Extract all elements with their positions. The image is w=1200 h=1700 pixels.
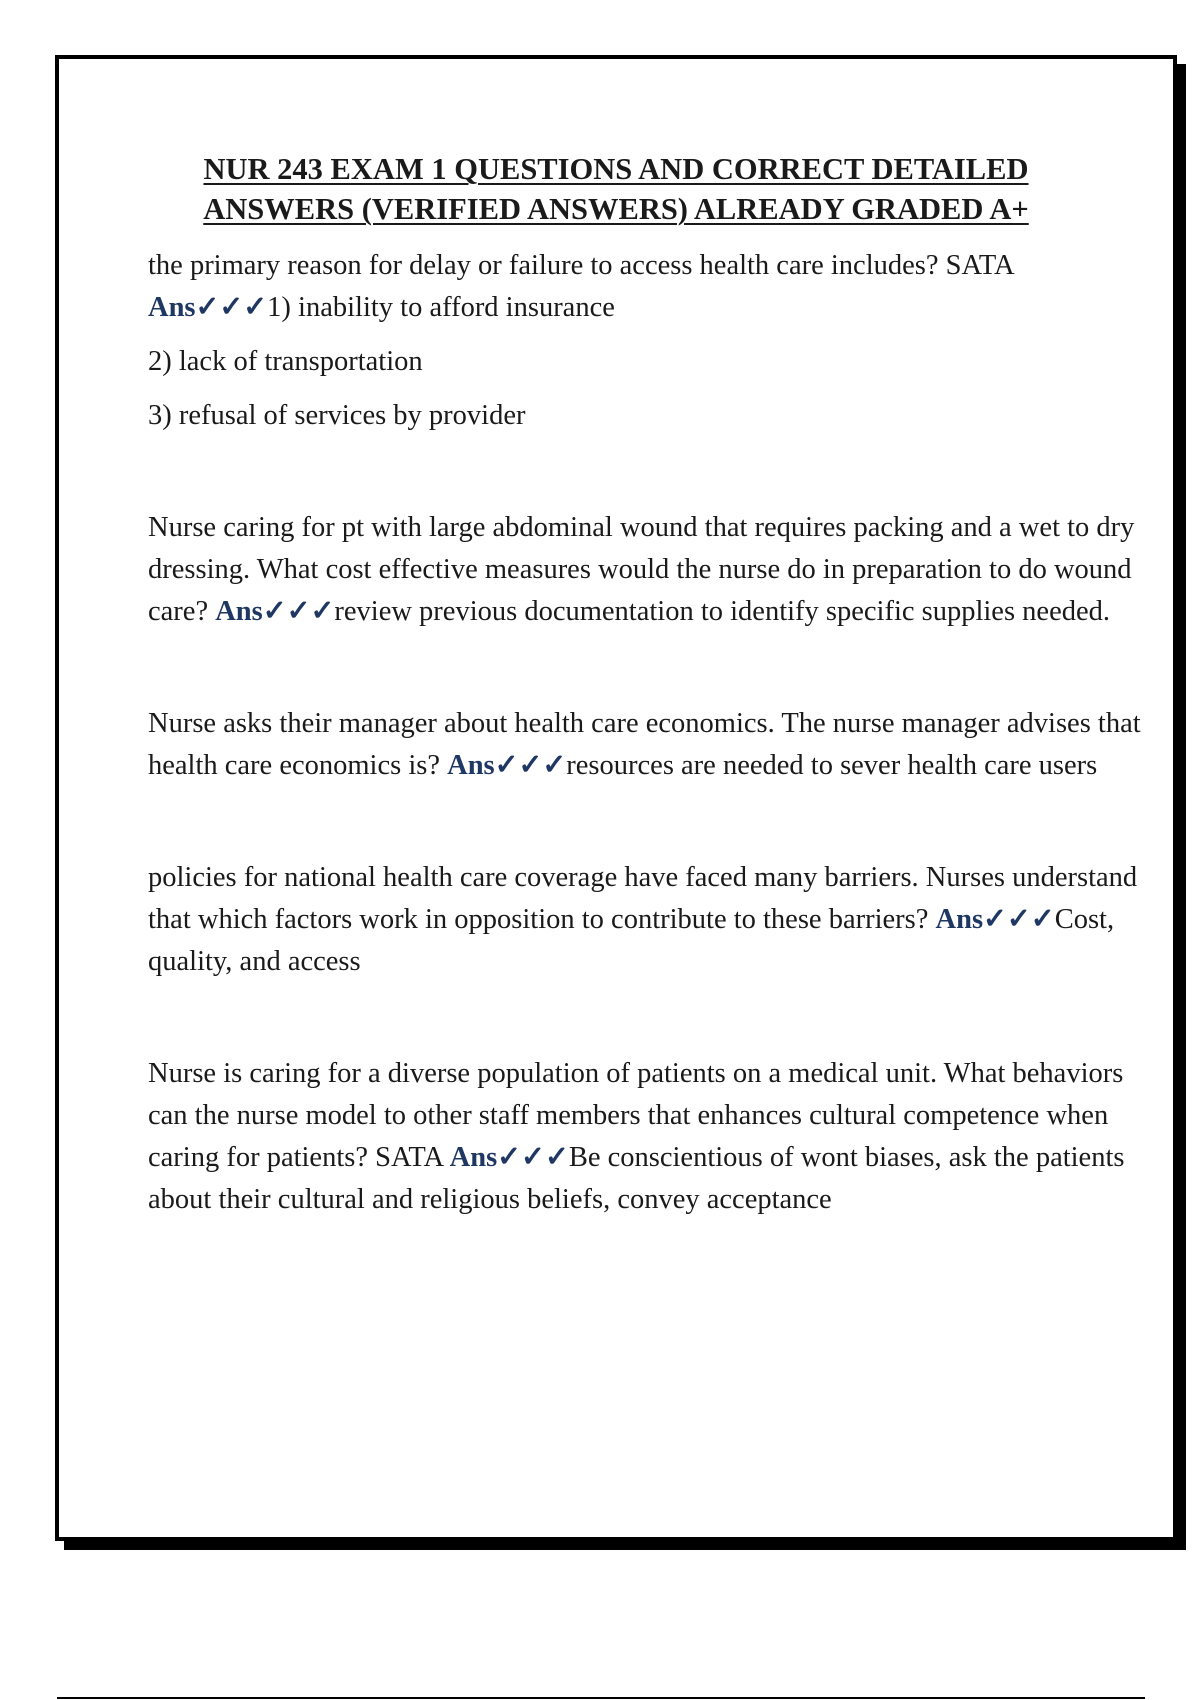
question-text: policies for national health care coverage have faced many barriers. Nurses understand that which factors work in opposition to contribute to these barriers?: [148, 862, 1138, 935]
answer-marker: Ans✓✓✓: [215, 596, 335, 627]
answer-text: resources are needed to sever health care users: [566, 750, 1098, 781]
qa-list: [148, 245, 1148, 1221]
question-text: the primary reason for delay or failure to access health care includes? SATA: [148, 250, 1014, 281]
question-text: Nurse is caring for a diverse population of patients on a medical unit. What behaviors can the nurse model to other staff members that enhances cultural competence when caring for patients? SATA: [148, 1058, 1124, 1173]
answer-marker: Ans✓✓✓: [148, 292, 268, 323]
answer-option: 3) refusal of services by provider: [148, 400, 526, 431]
qa-item-4: [148, 857, 1148, 983]
qa-item-3: [148, 703, 1148, 787]
page-frame: [55, 55, 1177, 1541]
document-title-line-1: NUR 243 EXAM 1 QUESTIONS AND CORRECT DETAILED: [203, 152, 1029, 186]
answer-marker: Ans✓✓✓: [447, 750, 567, 781]
answer-text: review previous documentation to identify specific supplies needed.: [334, 596, 1110, 627]
qa-item-5: [148, 1053, 1148, 1221]
question-text: Nurse caring for pt with large abdominal wound that requires packing and a wet to dry dressing. What cost effective measures would the nurse do in preparation to do wound care?: [148, 512, 1135, 627]
qa-item-2: [148, 507, 1148, 633]
qa-item-5-text: [148, 1053, 1148, 1221]
document-title: [59, 149, 1173, 229]
qa-item-2-text: [148, 507, 1148, 633]
qa-item-1: [148, 245, 1148, 437]
answer-option: 2) lack of transportation: [148, 346, 423, 377]
qa-item-4-text: [148, 857, 1148, 983]
question-text: Nurse asks their manager about health care economics. The nurse manager advises that health care economics is?: [148, 708, 1141, 781]
answer-text: Cost, quality, and access: [148, 904, 1115, 977]
answer-marker: Ans✓✓✓: [935, 904, 1055, 935]
answer-text: Be conscientious of wont biases, ask the patients about their cultural and religious beliefs, convey acceptance: [148, 1142, 1125, 1215]
answer-marker: Ans✓✓✓: [449, 1142, 569, 1173]
document-title-line-2: ANSWERS (VERIFIED ANSWERS) ALREADY GRADED A+: [203, 192, 1029, 226]
qa-item-3-text: [148, 703, 1148, 787]
footer-divider: [57, 1697, 1145, 1699]
qa-item-1-text: [148, 245, 1148, 329]
answer-text: 1) inability to afford insurance: [267, 292, 615, 323]
